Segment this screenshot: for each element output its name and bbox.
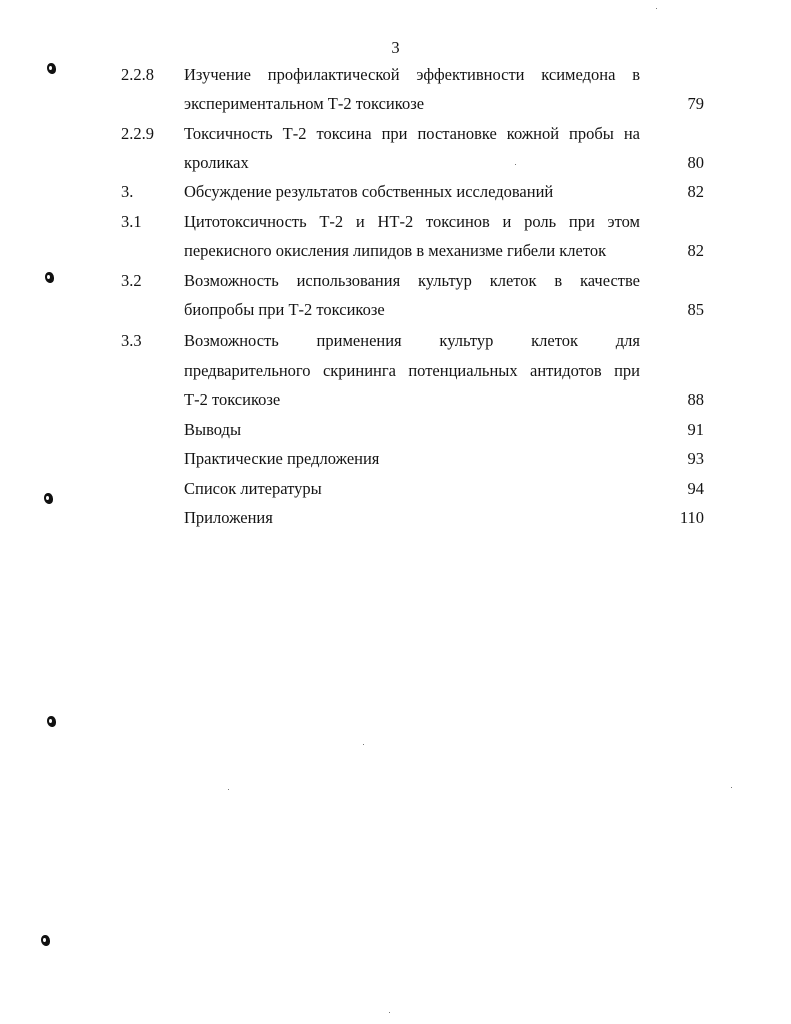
toc-entry-title-line: предварительного скрининга потенциальных антидотов при <box>184 361 640 380</box>
toc-entry-number: 3.2 <box>121 271 142 290</box>
toc-entry-page: 88 <box>687 390 704 409</box>
scan-speck <box>363 744 364 745</box>
toc-entry-page: 91 <box>687 420 704 439</box>
binding-hole-mark <box>45 272 54 283</box>
toc-entry-title-line: перекисного окисления липидов в механизме гибели клеток <box>184 241 607 260</box>
toc-entry-title-line: Практические предложения <box>184 449 380 468</box>
toc-entry-page: 85 <box>687 300 704 319</box>
page-number: 3 <box>391 38 400 57</box>
toc-entry-title-line: Выводы <box>184 420 242 439</box>
toc-entry-title-line: Т-2 токсикозе <box>184 390 281 409</box>
toc-entry-number: 2.2.8 <box>121 65 154 84</box>
binding-hole-mark <box>44 493 53 504</box>
scan-speck <box>731 787 732 788</box>
toc-entry-number: 3.3 <box>121 331 142 350</box>
toc-entry-title-line: Возможность использования культур клеток в качестве <box>184 271 640 290</box>
toc-entry-page: 93 <box>687 449 704 468</box>
binding-hole-mark <box>47 63 56 74</box>
toc-entry-title-line: Изучение профилактической эффективности ксимедона в <box>184 65 640 84</box>
toc-entry-title-line: Цитотоксичность Т-2 и НТ-2 токсинов и роль при этом <box>184 212 640 231</box>
scan-speck <box>389 1012 390 1013</box>
toc-entry-number: 3.1 <box>121 212 142 231</box>
toc-entry-title-line: Список литературы <box>184 479 322 498</box>
toc-entry-title-line: кроликах <box>184 153 249 172</box>
toc-entry-title-line: биопробы при Т-2 токсикозе <box>184 300 385 319</box>
toc-entry-page: 110 <box>679 508 704 527</box>
toc-entry-number: 2.2.9 <box>121 124 154 143</box>
toc-entry-page: 82 <box>687 182 704 201</box>
toc-entry-page: 79 <box>687 94 704 113</box>
scan-speck <box>656 8 657 9</box>
binding-hole-mark <box>47 716 56 727</box>
toc-entry-page: 80 <box>687 153 704 172</box>
scan-speck <box>515 164 516 165</box>
toc-entry-title-line: Обсуждение результатов собственных исследований <box>184 182 554 201</box>
toc-entry-page: 82 <box>687 241 704 260</box>
toc-entry-page: 94 <box>687 479 704 498</box>
binding-hole-mark <box>41 935 50 946</box>
toc-entry-title-line: Токсичность Т-2 токсина при постановке кожной пробы на <box>184 124 640 143</box>
scan-speck <box>228 789 229 790</box>
toc-entry-title-line: Возможность применения культур клеток для <box>184 331 640 350</box>
toc-entry-title-line: Приложения <box>184 508 273 527</box>
toc-entry-number: 3. <box>121 182 134 201</box>
toc-entry-title-line: экспериментальном Т-2 токсикозе <box>184 94 425 113</box>
